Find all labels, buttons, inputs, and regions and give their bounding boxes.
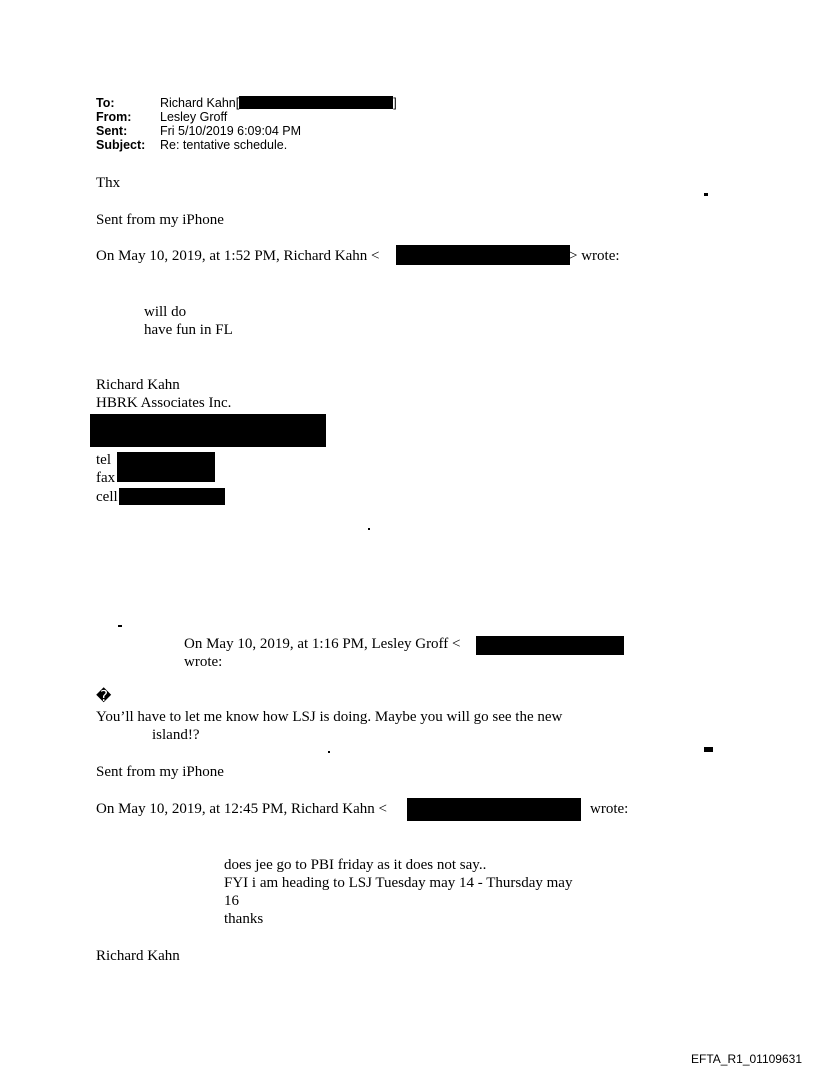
quote2-line-1: You’ll have to let me know how LSJ is doing. Maybe you will go see the new xyxy=(96,709,563,725)
to-value: Richard Kahn[ ] xyxy=(160,96,397,110)
quote3-line-4: thanks xyxy=(224,911,264,927)
document-id: EFTA_R1_01109631 xyxy=(691,1052,802,1066)
scan-speck xyxy=(368,528,370,530)
scan-speck xyxy=(118,625,122,627)
redaction-address xyxy=(90,414,326,447)
quote1-intro-end: > wrote: xyxy=(569,248,620,264)
sent-label: Sent: xyxy=(96,124,128,138)
sent-from-iphone-2: Sent from my iPhone xyxy=(96,764,224,780)
quote3-intro-end: wrote: xyxy=(590,801,629,817)
reply-text: Thx xyxy=(96,175,121,191)
subject-value: Re: tentative schedule. xyxy=(160,138,288,152)
header-sent-row xyxy=(96,124,596,138)
redaction-email-3 xyxy=(407,798,581,821)
quote2-intro-line-1: On May 10, 2019, at 1:16 PM, Lesley Groff < xyxy=(184,636,461,652)
quote3-intro-start: On May 10, 2019, at 12:45 PM, Richard Kahn < xyxy=(96,801,387,817)
redaction-email-1 xyxy=(396,245,570,265)
quote3-line-3: 16 xyxy=(224,893,239,909)
signature-tel: tel xyxy=(96,452,111,468)
header-from-row xyxy=(96,110,596,124)
header-to-row xyxy=(96,96,596,110)
signature-name: Richard Kahn xyxy=(96,377,180,393)
quote3-line-2: FYI i am heading to LSJ Tuesday may 14 - Thursday may xyxy=(224,875,573,891)
signature-2-name: Richard Kahn xyxy=(96,948,180,964)
quote2-line-2: island!? xyxy=(152,727,200,743)
replacement-char: � xyxy=(96,688,112,705)
quote1-line-2: have fun in FL xyxy=(144,322,233,338)
quote1-line-1: will do xyxy=(144,304,187,320)
scan-speck xyxy=(704,193,708,196)
redaction-cell xyxy=(119,488,225,505)
from-value: Lesley Groff xyxy=(160,110,228,124)
signature-fax: fax xyxy=(96,470,116,486)
sent-value: Fri 5/10/2019 6:09:04 PM xyxy=(160,124,302,138)
subject-label: Subject: xyxy=(96,138,146,152)
quote2-intro-line-2: wrote: xyxy=(184,654,223,670)
quote1-intro-start: On May 10, 2019, at 1:52 PM, Richard Kahn < xyxy=(96,248,380,264)
to-label: To: xyxy=(96,96,115,110)
quote3-line-1: does jee go to PBI friday as it does not say.. xyxy=(224,857,487,873)
email-header xyxy=(96,96,596,152)
redaction-tel-fax xyxy=(117,452,215,482)
signature-company: HBRK Associates Inc. xyxy=(96,395,232,411)
from-label: From: xyxy=(96,110,132,124)
scan-speck xyxy=(704,747,713,752)
header-subject-row xyxy=(96,138,596,152)
redaction-email-2 xyxy=(476,636,624,655)
signature-cell: cell xyxy=(96,489,118,505)
sent-from-iphone-1: Sent from my iPhone xyxy=(96,212,224,228)
scan-speck xyxy=(328,751,330,753)
